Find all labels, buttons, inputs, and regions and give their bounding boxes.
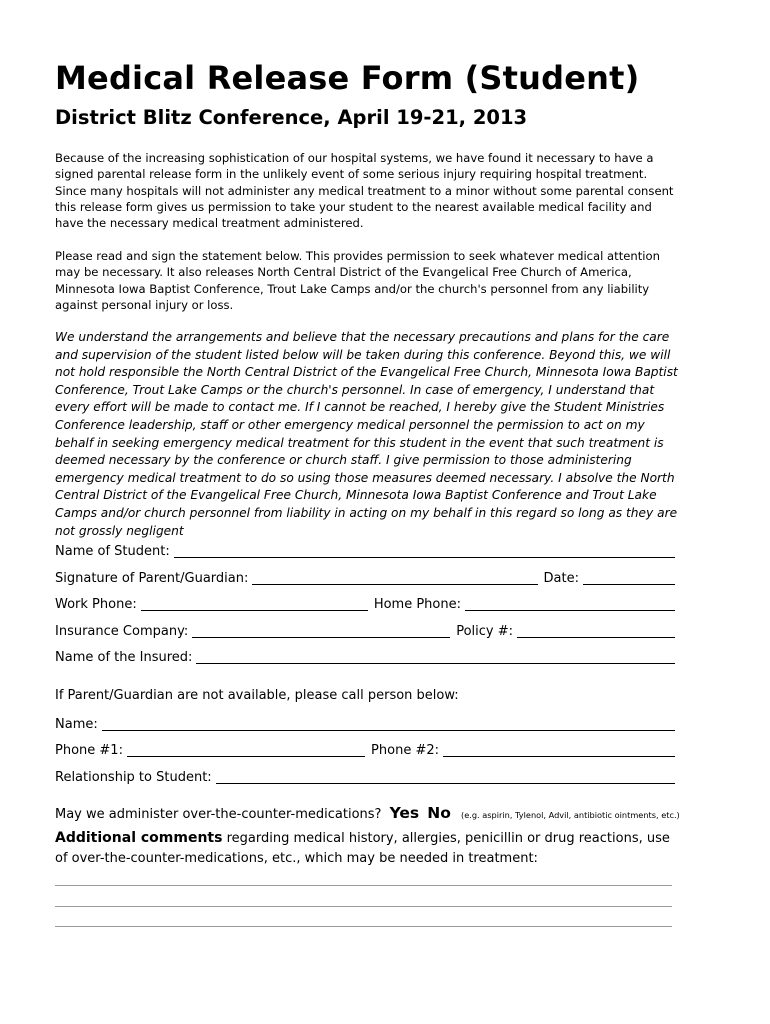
insurance-company-label: Insurance Company: [55, 624, 189, 639]
intro-paragraph: Because of the increasing sophistication of our hospital systems, we have found it necessary to have a signed parental release form in the unlikely event of some serious injury requiring hospital treatment. Since many hospitals will not administer any medical treatment to a minor without some parental consent this release form gives us permission to take your student to the nearest available medical facility and have the necessary medical treatment administered. [55, 151, 674, 231]
otc-question-line [55, 804, 680, 824]
otc-question: May we administer over-the-counter-medications? [55, 807, 382, 822]
relationship-field[interactable] [216, 783, 675, 784]
student-name-field[interactable] [174, 557, 675, 558]
work-phone-field[interactable] [141, 610, 368, 611]
additional-comments-text: regarding medical history, allergies, penicillin or drug reactions, use of over-the-counter-medications, etc., which may be needed in treatment: [55, 831, 670, 866]
comment-line[interactable] [55, 926, 672, 927]
date-field[interactable] [583, 584, 675, 585]
student-name-row [55, 541, 675, 561]
relationship-row [55, 767, 675, 787]
phone2-label: Phone #2: [371, 743, 439, 758]
insurance-company-field[interactable] [192, 637, 450, 638]
phones-row [55, 594, 675, 614]
policy-label: Policy #: [456, 624, 513, 639]
work-phone-label: Work Phone: [55, 597, 137, 612]
date-label: Date: [543, 571, 579, 586]
phone2-field[interactable] [443, 756, 675, 757]
phone1-field[interactable] [127, 756, 365, 757]
otc-examples: (e.g. aspirin, Tylenol, Advil, antibiotic ointments, etc.) [461, 810, 680, 820]
phone1-label: Phone #1: [55, 743, 123, 758]
alternate-name-label: Name: [55, 717, 98, 732]
insured-name-label: Name of the Insured: [55, 650, 193, 665]
comment-line[interactable] [55, 885, 672, 886]
consent-statement: We understand the arrangements and believe that the necessary precautions and plans for the care and supervision of the student listed below will be taken during this conference. Beyond this, we will not hold responsible the North Central District of the Evangelical Free Church, Minnesota Iowa Baptist Conference, Trout Lake Camps or the church's personnel. In case of emergency, I understand that every effort will be made to contact me. If I cannot be reached, I hereby give the Student Ministries Conference leadership, staff or other emergency medical personnel the permission to act on my behalf in seeking emergency medical treatment for this student in the event that such treatment is deemed necessary by the conference or church staff. I give permission to those administering emergency medical treatment to do so using those measures deemed necessary. I absolve the North Central District of the Evangelical Free Church, Minnesota Iowa Baptist Conference and Trout Lake Camps and/or church personnel from liability in acting on my behalf in this regard so long as they are not grossly negligent [55, 330, 678, 538]
insured-name-row [55, 647, 675, 667]
home-phone-field[interactable] [465, 610, 675, 611]
form-title: Medical Release Form (Student) [55, 59, 640, 97]
signature-label: Signature of Parent/Guardian: [55, 571, 249, 586]
comment-line[interactable] [55, 906, 672, 907]
alternate-contact-intro: If Parent/Guardian are not available, please call person below: [55, 688, 459, 703]
relationship-label: Relationship to Student: [55, 770, 212, 785]
conference-subtitle: District Blitz Conference, April 19-21, 2013 [55, 106, 528, 129]
alternate-name-field[interactable] [102, 730, 675, 731]
additional-comments-lead: Additional comments [55, 830, 223, 846]
insured-name-field[interactable] [196, 663, 675, 664]
instruction-paragraph: Please read and sign the statement below. This provides permission to seek whatever medical attention may be necessary. It also releases North Central District of the Evangelical Free Church of America, Minnesota Iowa Baptist Conference, Trout Lake Camps and/or the church's personnel from any liability against personal injury or loss. [55, 249, 660, 312]
student-name-label: Name of Student: [55, 544, 170, 559]
alternate-name-row [55, 714, 675, 734]
signature-field[interactable] [252, 584, 537, 585]
otc-yes-option[interactable]: Yes [389, 804, 420, 822]
alternate-phones-row [55, 740, 675, 760]
policy-field[interactable] [517, 637, 675, 638]
additional-comments-prompt [55, 828, 675, 869]
otc-no-option[interactable]: No [427, 804, 451, 822]
signature-row [55, 568, 675, 588]
home-phone-label: Home Phone: [373, 597, 461, 612]
insurance-row [55, 621, 675, 641]
